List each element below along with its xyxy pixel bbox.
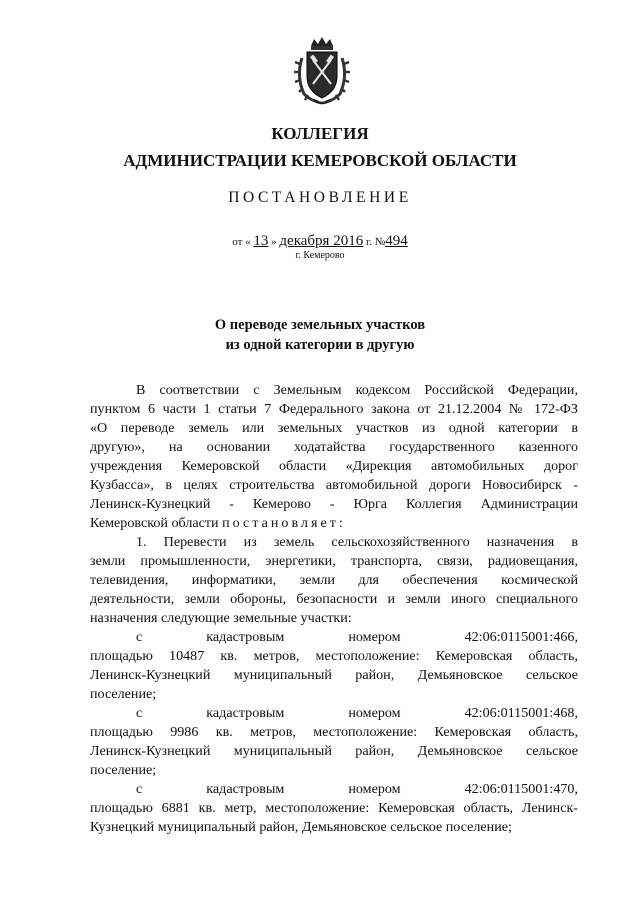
body-line: телевидения, информатики, земли для обеспечения космической: [90, 572, 578, 588]
body-line: [90, 514, 578, 533]
body-text: Кемеровской области: [90, 515, 223, 531]
number-prefix: №: [374, 236, 386, 248]
resolves-word: постановляет: [222, 515, 339, 531]
body-line: с кадастровым номером 42:06:0115001:468,: [136, 705, 578, 721]
body-line: Ленинск-Кузнецкий муниципальный район, Демьяновское сельское: [90, 743, 578, 759]
doc-title-line1: О переводе земельных участков: [214, 317, 426, 333]
date-prefix: от «: [232, 236, 251, 248]
body-line: поселение;: [90, 686, 157, 702]
body-line: 1. Перевести из земель сельскохозяйственного назначения в: [136, 534, 578, 550]
body-line: с кадастровым номером 42:06:0115001:466,: [136, 629, 578, 645]
body-line: земли промышленности, энергетики, транспорта, связи, радиовещания,: [90, 553, 578, 569]
body-line: В соответствии с Земельным кодексом Российской Федерации,: [136, 382, 578, 398]
body-line: назначения следующие земельные участки:: [90, 610, 352, 626]
body-line: площадью 10487 кв. метров, местоположение: Кемеровская область,: [90, 648, 578, 664]
date-month-year: декабря 2016: [279, 233, 364, 249]
body-line: «О переводе земель или земельных участков из одной категории в: [90, 420, 578, 436]
body-line: с кадастровым номером 42:06:0115001:470,: [136, 781, 578, 797]
doc-title-line2: из одной категории в другую: [225, 337, 415, 353]
body-line: Ленинск-Кузнецкий муниципальный район, Демьяновское сельское: [90, 667, 578, 683]
date-mid: »: [271, 236, 277, 248]
org-title-line2: АДМИНИСТРАЦИИ КЕМЕРОВСКОЙ ОБЛАСТИ: [123, 151, 517, 170]
body-line: Кузбасса», в целях строительства автомобильной дороги Новосибирск -: [90, 477, 578, 493]
date-year-suffix: г.: [365, 236, 372, 248]
body-line: Кузнецкий муниципальный район, Демьяновское сельское поселение;: [90, 819, 512, 835]
coat-of-arms-icon: [294, 36, 350, 106]
date-line: [0, 233, 640, 250]
body-line: Ленинск-Кузнецкий - Кемерово - Юрга Коллегия Администрации: [90, 496, 578, 512]
body-text: :: [338, 515, 343, 531]
date-day: 13: [253, 233, 269, 249]
body-line: пунктом 6 части 1 статьи 7 Федерального закона от 21.12.2004 № 172-ФЗ: [90, 401, 578, 417]
body-line: площадью 9986 кв. метров, местоположение: Кемеровская область,: [90, 724, 578, 740]
body-line: другую», на основании ходатайства государственного казенного: [90, 439, 578, 455]
body-line: площадью 6881 кв. метр, местоположение: Кемеровская область, Ленинск-: [90, 800, 578, 816]
org-title-line1: КОЛЛЕГИЯ: [271, 124, 369, 143]
body-line: поселение;: [90, 762, 157, 778]
document-number: 494: [385, 233, 408, 249]
city: г. Кемерово: [295, 250, 345, 261]
document-type: ПОСТАНОВЛЕНИЕ: [228, 189, 412, 206]
body-line: деятельности, земли обороны, безопасности и земли иного специального: [90, 591, 578, 607]
body-line: учреждения Кемеровской области «Дирекция автомобильных дорог: [90, 458, 578, 474]
